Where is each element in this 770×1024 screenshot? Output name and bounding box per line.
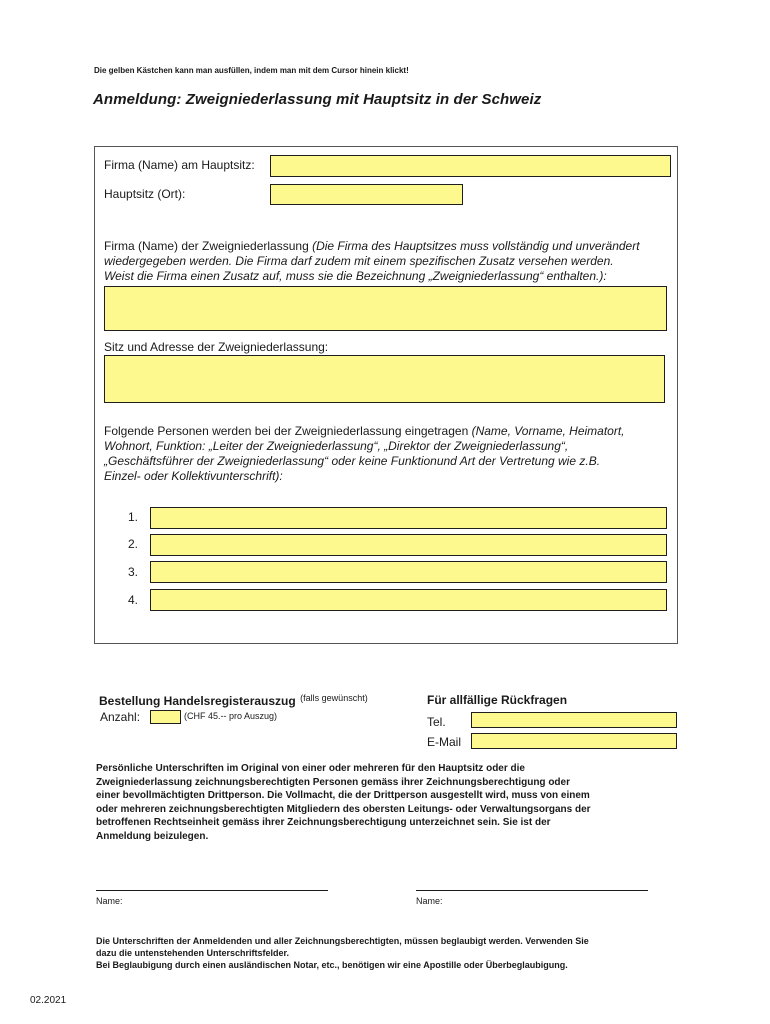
firma-hauptsitz-label: Firma (Name) am Hauptsitz: bbox=[104, 158, 255, 172]
signature-instructions-line: Persönliche Unterschriften im Original von einer oder mehreren für den Hauptsitz oder die bbox=[96, 763, 525, 774]
contact-heading: Für allfällige Rückfragen bbox=[427, 693, 568, 707]
person-field-1[interactable] bbox=[150, 507, 667, 529]
person-number-2: 2. bbox=[127, 537, 138, 551]
order-heading-note: (falls gewünscht) bbox=[300, 693, 368, 703]
persons-label-plain: Folgende Personen werden bei der Zweigniederlassung eingetragen bbox=[104, 424, 472, 438]
person-field-2[interactable] bbox=[150, 534, 667, 556]
footer-note-line: Bei Beglaubigung durch einen ausländischen Notar, etc., benötigen wir eine Apostille oder Überbeglaubigung. bbox=[96, 960, 568, 970]
person-number-1: 1. bbox=[127, 510, 138, 524]
footer-notes bbox=[96, 935, 589, 971]
person-number-4: 4. bbox=[127, 593, 138, 607]
person-field-3[interactable] bbox=[150, 561, 667, 583]
signature-instructions-line: betroffenen Rechtseinheit gemäss ihrer Zeichnungsberechtigung unterzeichnet sein. Sie ist der bbox=[96, 817, 551, 828]
persons-label bbox=[104, 424, 676, 484]
zweig-firma-label-plain: Firma (Name) der Zweigniederlassung bbox=[104, 239, 313, 253]
zweig-firma-label-italic-1: (Die Firma des Hauptsitzes muss vollständig und unverändert bbox=[312, 239, 640, 253]
order-heading-text: Bestellung Handelsregisterauszug bbox=[99, 694, 296, 708]
zweig-firma-label-italic-2: wiedergegeben werden. Die Firma darf zudem mit einem spezifischen Zusatz versehen werden. bbox=[104, 254, 614, 268]
signature-instructions-line: Zweigniederlassung zeichnungsberechtigten Personen gemäss ihrer Zeichnungsberechtigung oder bbox=[96, 776, 570, 788]
page-title: Anmeldung: Zweigniederlassung mit Hauptsitz in der Schweiz bbox=[93, 91, 542, 108]
tel-label: Tel. bbox=[427, 715, 446, 729]
signature-name-right: Name: bbox=[416, 896, 443, 906]
person-field-4[interactable] bbox=[150, 589, 667, 611]
tel-field[interactable] bbox=[471, 712, 677, 728]
signature-instructions-line: Anmeldung beizulegen. bbox=[96, 830, 209, 842]
price-note: (CHF 45.-- pro Auszug) bbox=[184, 711, 278, 721]
signature-line-right bbox=[416, 890, 648, 891]
version-label: 02.2021 bbox=[30, 995, 67, 1006]
sitz-adresse-label: Sitz und Adresse der Zweigniederlassung: bbox=[104, 340, 329, 354]
signature-instructions-line: einer bevollmächtigten Drittperson. Die Vollmacht, die der Drittperson ausgestellt wird, muss von einem bbox=[96, 790, 590, 801]
hauptsitz-ort-field[interactable] bbox=[270, 184, 463, 205]
persons-label-italic-4: Einzel- oder Kollektivunterschrift): bbox=[104, 469, 283, 483]
zweig-firma-label-italic-3: Weist die Firma einen Zusatz auf, muss sie die Bezeichnung „Zweigniederlassung“ enthalten.): bbox=[104, 269, 607, 283]
firma-hauptsitz-field[interactable] bbox=[270, 155, 671, 177]
zweig-firma-label bbox=[104, 239, 684, 284]
email-label: E-Mail bbox=[427, 735, 462, 749]
signature-instructions-line: oder mehreren zeichnungsberechtigten Mitgliedern des obersten Leitungs- oder Verwaltungsorgans der bbox=[96, 803, 591, 815]
signature-line-left bbox=[96, 890, 328, 891]
persons-label-italic-2: Wohnort, Funktion: „Leiter der Zweigniederlassung“, „Direktor der Zweigniederlassung“, bbox=[104, 439, 569, 453]
persons-label-italic-1: (Name, Vorname, Heimatort, bbox=[471, 424, 625, 438]
signature-name-left: Name: bbox=[96, 896, 123, 906]
zweig-firma-field[interactable] bbox=[104, 286, 667, 331]
persons-label-italic-3: „Geschäftsführer der Zweigniederlassung“ oder keine Funktionund Art der Vertretung wie z.B. bbox=[104, 454, 601, 468]
signature-instructions bbox=[96, 762, 696, 843]
footer-note-line: dazu die untenstehenden Unterschriftsfelder. bbox=[96, 948, 290, 958]
anzahl-field[interactable] bbox=[150, 710, 181, 724]
anzahl-label: Anzahl: bbox=[100, 710, 141, 724]
person-number-3: 3. bbox=[127, 565, 138, 579]
footer-note-line: Die Unterschriften der Anmeldenden und aller Zeichnungsberechtigten, müssen beglaubigt werden. Verwenden Sie bbox=[96, 936, 589, 946]
hauptsitz-ort-label: Hauptsitz (Ort): bbox=[104, 187, 186, 201]
sitz-adresse-field[interactable] bbox=[104, 355, 665, 403]
fill-hint: Die gelben Kästchen kann man ausfüllen, indem man mit dem Cursor hinein klickt! bbox=[94, 66, 409, 75]
email-field[interactable] bbox=[471, 733, 677, 749]
order-heading bbox=[99, 692, 368, 710]
